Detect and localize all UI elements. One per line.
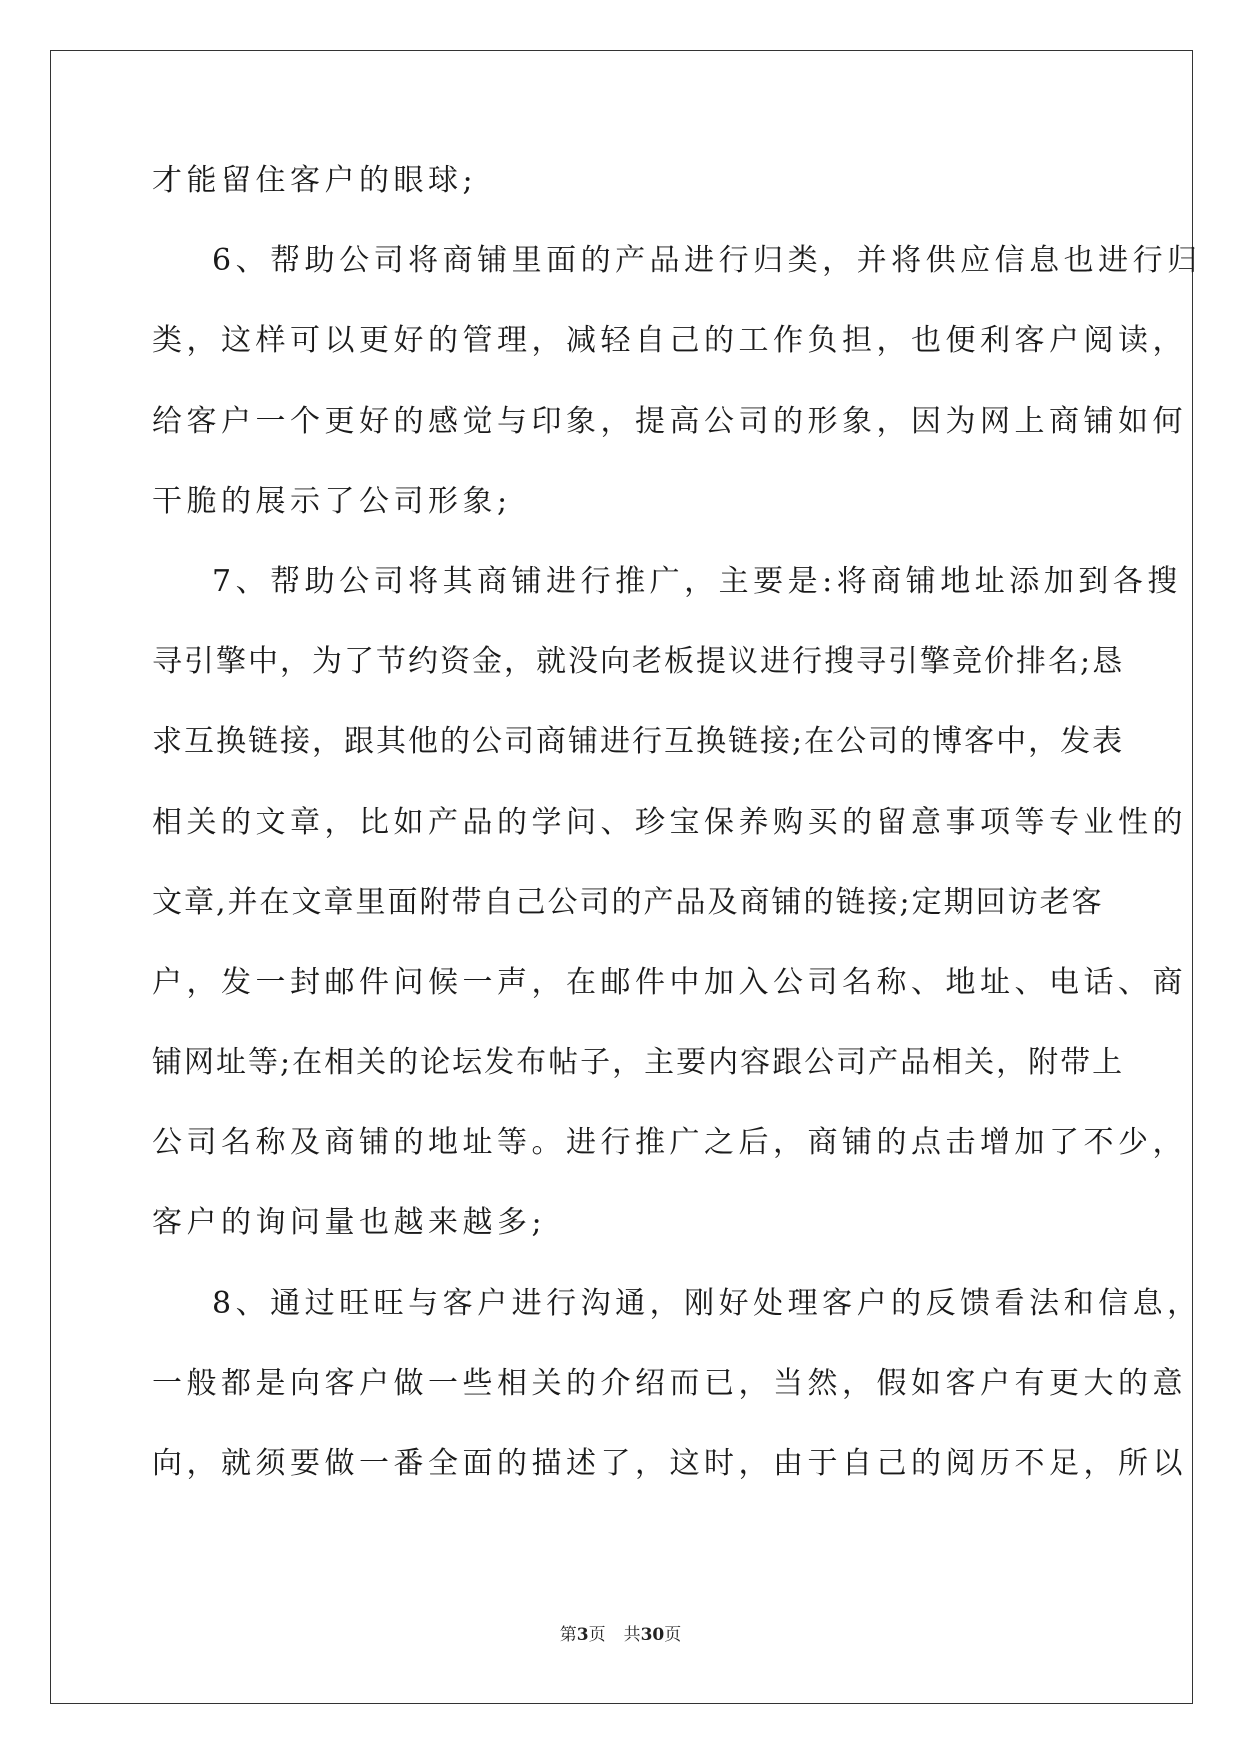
text-line-17: 向，就须要做一番全面的描述了，这时，由于自己的阅历不足，所以: [152, 1446, 1187, 1481]
total-prefix: 共: [623, 1625, 641, 1645]
text-line-5: 干脆的展示了公司形象;: [152, 483, 512, 519]
text-line-13: 公司名称及商铺的地址等。进行推广之后，商铺的点击增加了不少，: [152, 1125, 1187, 1161]
text-line-1: 才能留住客户的眼球;: [152, 163, 478, 198]
text-line-4: 给客户一个更好的感觉与印象，提高公司的形象，因为网上商铺如何: [152, 403, 1187, 439]
page-number: 3: [576, 1625, 589, 1645]
text-line-15: 8、通过旺旺与客户进行沟通，刚好处理客户的反馈看法和信息，: [212, 1285, 1202, 1321]
text-line-10: 文章,并在文章里面附带自己公司的产品及商铺的链接;定期回访老客: [152, 884, 1104, 920]
text-line-14: 客户的询问量也越来越多;: [152, 1205, 547, 1241]
document-body: [152, 160, 1202, 1523]
text-line-8: 求互换链接，跟其他的公司商铺进行互换链接;在公司的博客中，发表: [152, 724, 1125, 760]
text-line-11: 户，发一封邮件问候一声，在邮件中加入公司名称、地址、电话、商: [152, 964, 1187, 1000]
page-suffix: 页: [588, 1625, 606, 1645]
text-line-16: 一般都是向客户做一些相关的介绍而已，当然，假如客户有更大的意: [152, 1365, 1187, 1401]
text-line-3: 类，这样可以更好的管理，减轻自己的工作负担，也便利客户阅读，: [152, 323, 1187, 359]
page-prefix: 第: [559, 1625, 577, 1645]
text-line-7: 寻引擎中，为了节约资金，就没向老板提议进行搜寻引擎竞价排名;恳: [152, 644, 1125, 680]
text-line-6: 7、帮助公司将其商铺进行推广，主要是:将商铺地址添加到各搜: [212, 563, 1182, 599]
text-line-9: 相关的文章，比如产品的学问、珍宝保养购买的留意事项等专业性的: [152, 804, 1187, 840]
page-footer: [0, 1620, 1241, 1645]
text-line-12: 铺网址等;在相关的论坛发布帖子，主要内容跟公司产品相关，附带上: [152, 1045, 1125, 1081]
text-line-2: 6、帮助公司将商铺里面的产品进行归类，并将供应信息也进行归: [212, 243, 1202, 279]
total-pages: 30: [640, 1625, 665, 1645]
total-suffix: 页: [664, 1625, 682, 1645]
